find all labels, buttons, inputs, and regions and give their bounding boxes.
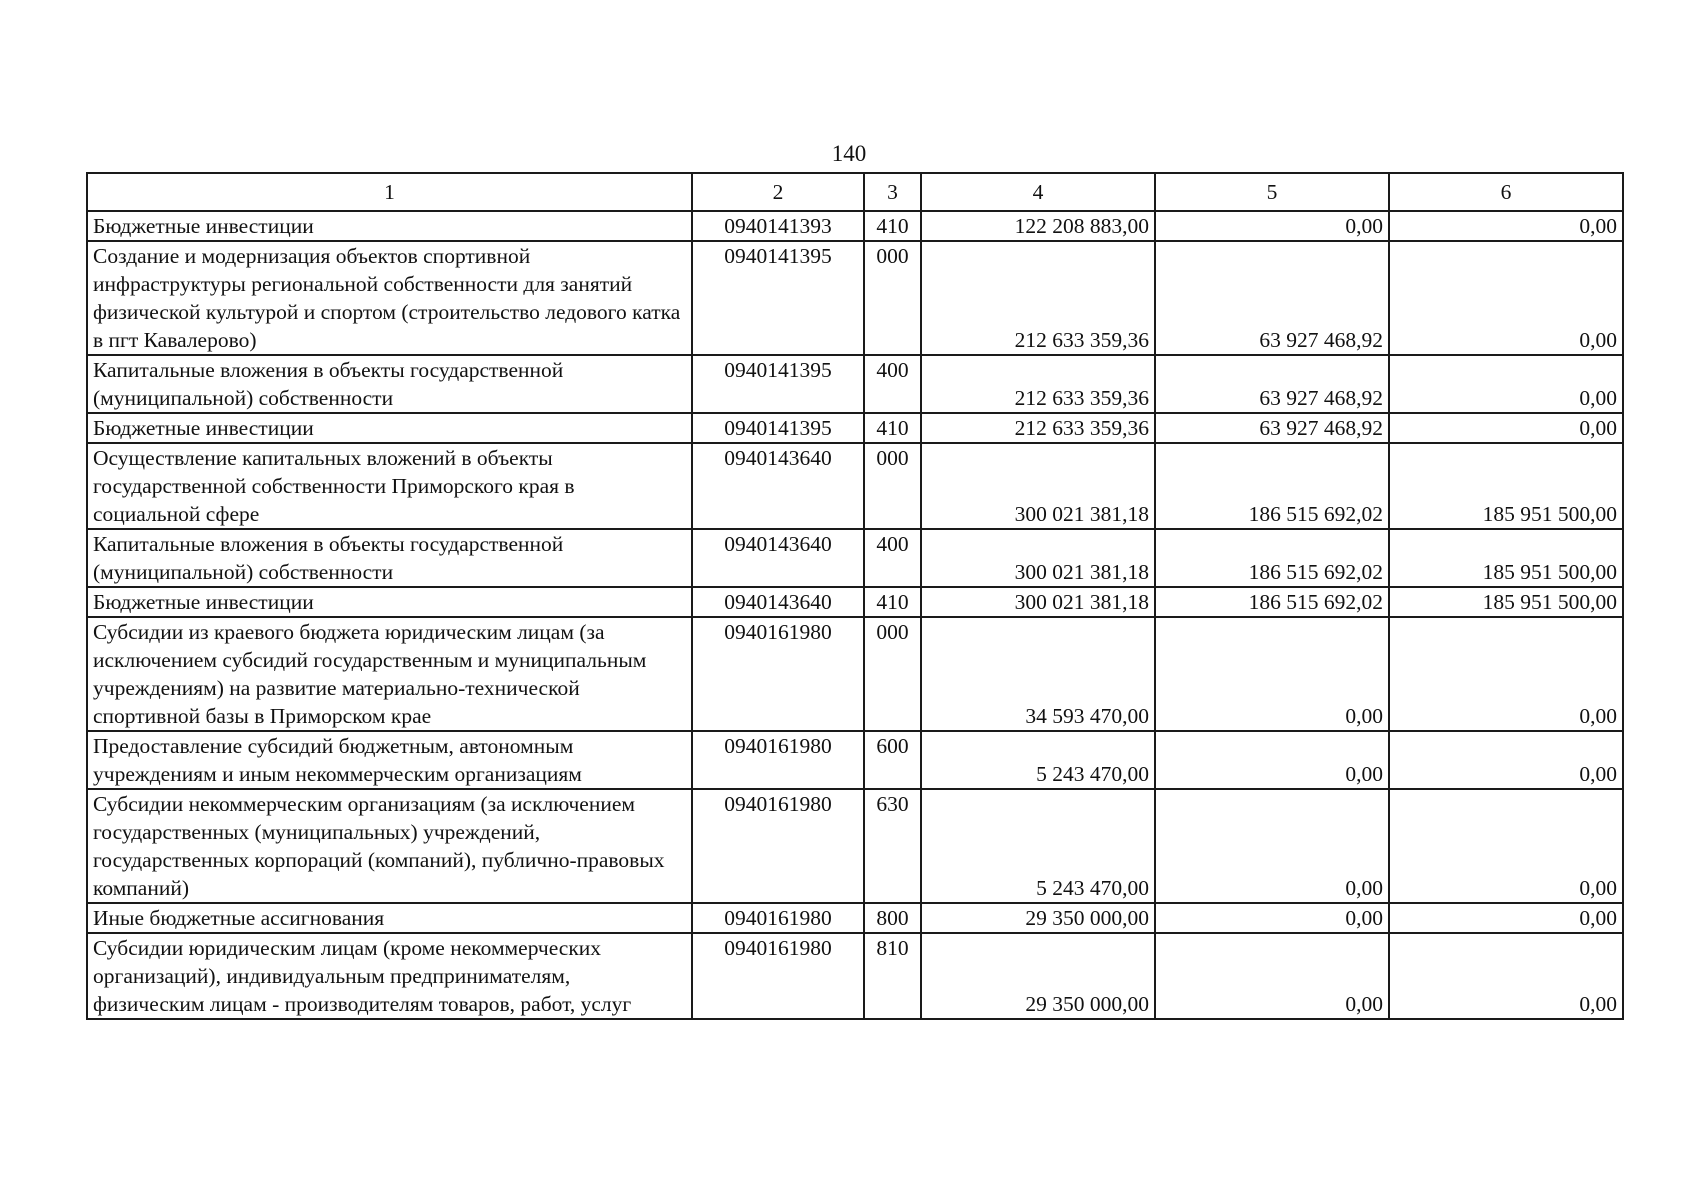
table-row	[87, 731, 1623, 789]
row-target-code: 0940161980	[692, 789, 864, 903]
row-name: Бюджетные инвестиции	[87, 587, 692, 617]
header-col-6: 6	[1389, 173, 1623, 211]
row-amount-3: 185 951 500,00	[1389, 529, 1623, 587]
row-target-code: 0940141395	[692, 355, 864, 413]
row-expense-type: 400	[864, 529, 921, 587]
row-target-code: 0940143640	[692, 529, 864, 587]
row-amount-3: 0,00	[1389, 933, 1623, 1019]
row-amount-2: 186 515 692,02	[1155, 443, 1389, 529]
row-amount-3: 0,00	[1389, 617, 1623, 731]
row-amount-2: 0,00	[1155, 731, 1389, 789]
row-target-code: 0940141393	[692, 211, 864, 241]
table-row	[87, 587, 1623, 617]
budget-table	[86, 172, 1624, 1020]
row-target-code: 0940143640	[692, 587, 864, 617]
row-expense-type: 600	[864, 731, 921, 789]
row-expense-type: 410	[864, 413, 921, 443]
row-amount-3: 0,00	[1389, 355, 1623, 413]
header-col-1: 1	[87, 173, 692, 211]
row-amount-2: 186 515 692,02	[1155, 587, 1389, 617]
row-name: Капитальные вложения в объекты государственной (муниципальной) собственности	[87, 529, 692, 587]
row-amount-1: 212 633 359,36	[921, 355, 1155, 413]
row-amount-3: 185 951 500,00	[1389, 443, 1623, 529]
row-name: Иные бюджетные ассигнования	[87, 903, 692, 933]
row-name: Создание и модернизация объектов спортивной инфраструктуры региональной собственности для занятий физической культурой и спортом (строительство ледового катка в пгт Кавалерово)	[87, 241, 692, 355]
row-name: Бюджетные инвестиции	[87, 211, 692, 241]
row-target-code: 0940161980	[692, 903, 864, 933]
header-col-2: 2	[692, 173, 864, 211]
header-col-4: 4	[921, 173, 1155, 211]
row-amount-3: 185 951 500,00	[1389, 587, 1623, 617]
row-amount-2: 63 927 468,92	[1155, 241, 1389, 355]
header-col-5: 5	[1155, 173, 1389, 211]
row-target-code: 0940143640	[692, 443, 864, 529]
row-amount-2: 63 927 468,92	[1155, 413, 1389, 443]
row-target-code: 0940161980	[692, 731, 864, 789]
row-amount-1: 34 593 470,00	[921, 617, 1155, 731]
row-target-code: 0940141395	[692, 241, 864, 355]
row-amount-2: 0,00	[1155, 211, 1389, 241]
row-amount-3: 0,00	[1389, 789, 1623, 903]
table-row	[87, 933, 1623, 1019]
row-amount-1: 29 350 000,00	[921, 933, 1155, 1019]
row-amount-3: 0,00	[1389, 731, 1623, 789]
row-expense-type: 000	[864, 241, 921, 355]
row-target-code: 0940161980	[692, 617, 864, 731]
row-amount-1: 122 208 883,00	[921, 211, 1155, 241]
row-expense-type: 800	[864, 903, 921, 933]
table-row	[87, 241, 1623, 355]
row-amount-2: 0,00	[1155, 617, 1389, 731]
row-target-code: 0940161980	[692, 933, 864, 1019]
table-row	[87, 443, 1623, 529]
row-expense-type: 630	[864, 789, 921, 903]
row-amount-3: 0,00	[1389, 413, 1623, 443]
row-amount-2: 63 927 468,92	[1155, 355, 1389, 413]
row-amount-1: 300 021 381,18	[921, 529, 1155, 587]
row-name: Бюджетные инвестиции	[87, 413, 692, 443]
row-amount-3: 0,00	[1389, 211, 1623, 241]
row-name: Субсидии юридическим лицам (кроме некоммерческих организаций), индивидуальным предпринимателям, физическим лицам - производителям товаров, работ, услуг	[87, 933, 692, 1019]
row-amount-2: 186 515 692,02	[1155, 529, 1389, 587]
page-number: 140	[831, 141, 867, 166]
row-amount-2: 0,00	[1155, 789, 1389, 903]
row-expense-type: 810	[864, 933, 921, 1019]
row-amount-1: 300 021 381,18	[921, 443, 1155, 529]
table-row	[87, 903, 1623, 933]
row-expense-type: 000	[864, 443, 921, 529]
row-amount-2: 0,00	[1155, 933, 1389, 1019]
row-amount-2: 0,00	[1155, 903, 1389, 933]
row-amount-1: 212 633 359,36	[921, 241, 1155, 355]
table-row	[87, 211, 1623, 241]
header-col-3: 3	[864, 173, 921, 211]
row-expense-type: 400	[864, 355, 921, 413]
row-expense-type: 000	[864, 617, 921, 731]
row-amount-1: 29 350 000,00	[921, 903, 1155, 933]
row-name: Субсидии из краевого бюджета юридическим лицам (за исключением субсидий государственным и муниципальным учреждениям) на развитие материально-технической спортивной базы в Приморском крае	[87, 617, 692, 731]
row-name: Капитальные вложения в объекты государственной (муниципальной) собственности	[87, 355, 692, 413]
row-name: Субсидии некоммерческим организациям (за исключением государственных (муниципальных) учреждений, государственных корпораций (компаний), публично-правовых компаний)	[87, 789, 692, 903]
table-row	[87, 413, 1623, 443]
header-row	[87, 173, 1623, 211]
table-row	[87, 617, 1623, 731]
row-amount-3: 0,00	[1389, 241, 1623, 355]
row-amount-1: 5 243 470,00	[921, 731, 1155, 789]
table-row	[87, 529, 1623, 587]
row-target-code: 0940141395	[692, 413, 864, 443]
row-expense-type: 410	[864, 211, 921, 241]
row-name: Осуществление капитальных вложений в объекты государственной собственности Приморского края в социальной сфере	[87, 443, 692, 529]
row-amount-1: 212 633 359,36	[921, 413, 1155, 443]
row-amount-3: 0,00	[1389, 903, 1623, 933]
table-row	[87, 789, 1623, 903]
row-amount-1: 300 021 381,18	[921, 587, 1155, 617]
row-expense-type: 410	[864, 587, 921, 617]
table-row	[87, 355, 1623, 413]
row-name: Предоставление субсидий бюджетным, автономным учреждениям и иным некоммерческим организациям	[87, 731, 692, 789]
row-amount-1: 5 243 470,00	[921, 789, 1155, 903]
